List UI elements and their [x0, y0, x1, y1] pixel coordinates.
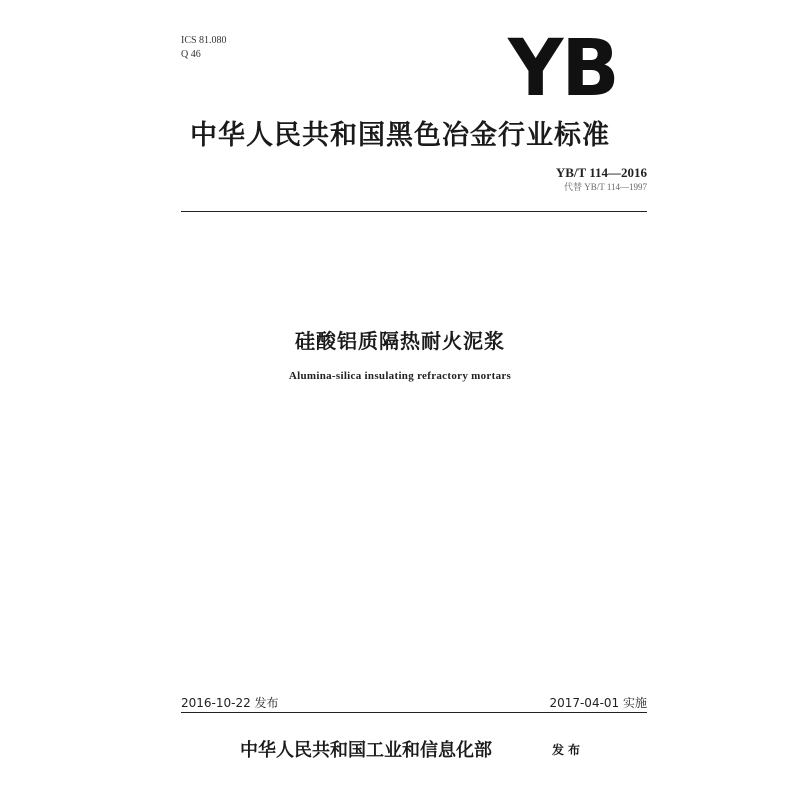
standard-number: YB/T 114—2016 — [555, 165, 647, 180]
standard-category-title: 中华人民共和国黑色冶金行业标准 — [190, 120, 610, 151]
implementation-date: 2017-04-01 实施 — [549, 696, 647, 710]
top-divider — [181, 211, 647, 212]
ccs-code: Q 46 — [181, 49, 201, 60]
issue-label: 发布 — [552, 743, 585, 757]
standard-number-block — [556, 165, 647, 193]
issue-date: 2016-10-22 发布 — [181, 696, 279, 710]
classification-codes — [181, 34, 227, 62]
bottom-divider — [181, 712, 647, 713]
document-title-chinese: 硅酸铝质隔热耐火泥浆 — [295, 329, 505, 353]
ics-code: ICS 81.080 — [181, 35, 227, 46]
date-row — [181, 694, 647, 712]
document-title-english: Alumina-silica insulating refractory mortars — [288, 370, 512, 382]
issuing-authority: 中华人民共和国工业和信息化部 — [240, 740, 492, 761]
yb-logo: YB — [508, 24, 618, 114]
replaced-standard: 代替 YB/T 114—1997 — [563, 182, 647, 192]
